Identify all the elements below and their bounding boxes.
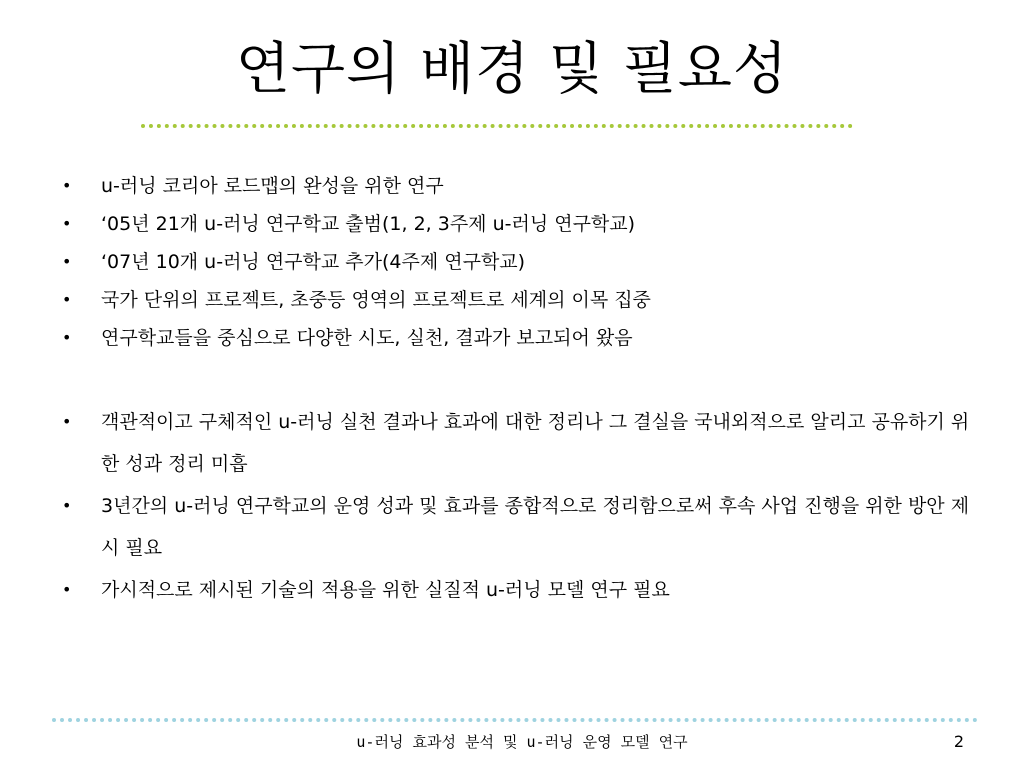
bullet-list [60, 167, 980, 611]
bullet-marker: • [62, 328, 72, 347]
bullet-marker: • [62, 412, 72, 431]
bullet-item [60, 243, 980, 281]
footer-title: u-러닝 효과성 분석 및 u-러닝 운영 모델 연구 [356, 733, 688, 751]
bullet-item [60, 281, 980, 319]
bullet-marker: • [62, 290, 72, 309]
bullet-item [60, 569, 980, 611]
slide-title: 연구의 배경 및 필요성 [235, 37, 789, 102]
footer-divider [52, 718, 978, 722]
bullet-text: u-러닝 코리아 로드맵의 완성을 위한 연구 [101, 175, 444, 197]
bullet-text: ‘07년 10개 u-러닝 연구학교 추가(4주제 연구학교) [101, 251, 526, 273]
bullet-marker: • [62, 176, 72, 195]
bullet-text: 국가 단위의 프로젝트, 초중등 영역의 프로젝트로 세계의 이목 집중 [101, 289, 651, 311]
bullet-text: 연구학교들을 중심으로 다양한 시도, 실천, 결과가 보고되어 왔음 [101, 327, 633, 349]
page-number: 2 [953, 732, 964, 751]
bullet-marker: • [62, 580, 72, 599]
bullet-item [60, 485, 980, 569]
bullet-marker: • [62, 214, 72, 233]
bullet-marker: • [62, 252, 72, 271]
bullet-text: 3년간의 u-러닝 연구학교의 운영 성과 및 효과를 종합적으로 정리함으로써 후속 사업 진행을 위한 방안 제시 필요 [101, 495, 970, 559]
title-divider [141, 124, 853, 128]
bullet-text: 가시적으로 제시된 기술의 적용을 위한 실질적 u-러닝 모델 연구 필요 [101, 579, 670, 601]
bullet-item [60, 401, 980, 485]
bullet-text: ‘05년 21개 u-러닝 연구학교 출범(1, 2, 3주제 u-러닝 연구학교) [101, 213, 636, 235]
bullet-marker: • [62, 496, 72, 515]
bullet-item [60, 205, 980, 243]
bullet-item [60, 167, 980, 205]
bullet-text: 객관적이고 구체적인 u-러닝 실천 결과나 효과에 대한 정리나 그 결실을 국내외적으로 알리고 공유하기 위한 성과 정리 미흡 [101, 411, 970, 475]
bullet-item [60, 319, 980, 357]
